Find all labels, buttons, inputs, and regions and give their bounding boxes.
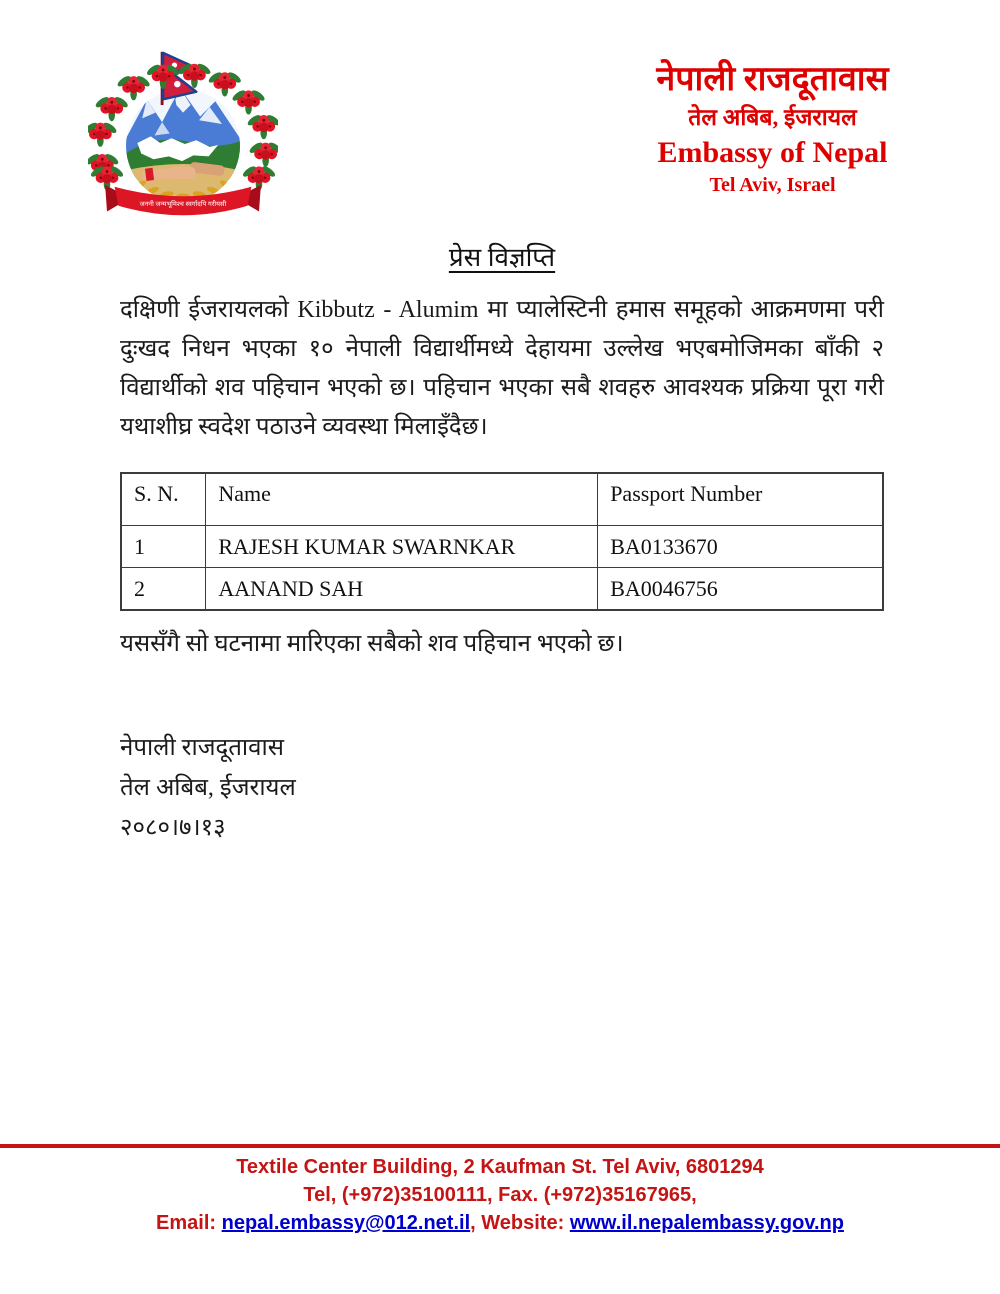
footer-divider (0, 1144, 1000, 1148)
embassy-location-nepali: तेल अबिब, ईजरायल (688, 105, 857, 130)
table-header-row (121, 473, 883, 526)
paragraph1-nepali-rest: मा प्यालेस्टिनी हमास समूहको आक्रमणमा परी दुःखद निधन भएका १० नेपाली विद्यार्थीमध्ये देहायमा उल्लेख भएबमोजिमका बाँकी २ विद्यार्थीको शव पहिचान भएको छ। पहिचान भएका सबै शवहरु आवश्यक प्रक्रिया पूरा गरी यथाशीघ्र स्वदेश पठाउने व्यवस्था मिलाइँदैछ। (120, 297, 884, 440)
cell-name: AANAND SAH (206, 568, 598, 611)
footer (0, 1153, 1000, 1237)
paragraph1-nepali-start: दक्षिणी ईजरायलको (120, 297, 298, 323)
column-header-name: Name (206, 473, 598, 526)
email-label: Email: (156, 1212, 222, 1234)
page-title (120, 238, 884, 274)
cell-passport: BA0046756 (598, 568, 883, 611)
column-header-sn: S. N. (121, 473, 206, 526)
embassy-location-english: Tel Aviv, Israel (709, 174, 836, 196)
website-label: Website: (481, 1212, 570, 1234)
signature-block (120, 728, 296, 848)
emblem-motto-text: जननी जन्मभूमिश्च स्वर्गादपि गरीयसी (139, 200, 227, 208)
footer-phone-fax: Tel, (+972)35100111, Fax. (+972)35167965, (303, 1184, 697, 1206)
column-header-passport: Passport Number (598, 473, 883, 526)
cell-sn: 2 (121, 568, 206, 611)
footer-address: Textile Center Building, 2 Kaufman St. Tel Aviv, 6801294 (236, 1156, 764, 1178)
page-title-text: प्रेस विज्ञप्ति (448, 243, 556, 272)
nepal-emblem-icon (88, 42, 278, 227)
cell-passport: BA0133670 (598, 526, 883, 568)
paragraph1-latin: Kibbutz - Alumim (297, 297, 479, 323)
table-row (121, 526, 883, 568)
nepal-emblem-svg (88, 42, 278, 227)
body-paragraph-1 (120, 291, 884, 447)
footer-separator: , (470, 1212, 482, 1234)
emblem-landscape (118, 87, 249, 207)
embassy-name-nepali: नेपाली राजदूतावास (656, 61, 889, 98)
casualty-table (120, 472, 884, 611)
embassy-name-english: Embassy of Nepal (657, 136, 888, 169)
signature-location: तेल अबिब, ईजरायल (120, 775, 296, 801)
cell-sn: 1 (121, 526, 206, 568)
cell-name: RAJESH KUMAR SWARNKAR (206, 526, 598, 568)
signature-date: २०८०।७।१३ (120, 815, 226, 841)
table-row (121, 568, 883, 611)
website-link[interactable]: www.il.nepalembassy.gov.np (569, 1212, 844, 1234)
signature-org: नेपाली राजदूतावास (120, 735, 284, 761)
body-paragraph-2: यससँगै सो घटनामा मारिएका सबैको शव पहिचान भएको छ। (120, 631, 624, 657)
letterhead (600, 58, 945, 198)
footer-contact-line (0, 1209, 1000, 1237)
email-link[interactable]: nepal.embassy@012.net.il (221, 1212, 471, 1234)
